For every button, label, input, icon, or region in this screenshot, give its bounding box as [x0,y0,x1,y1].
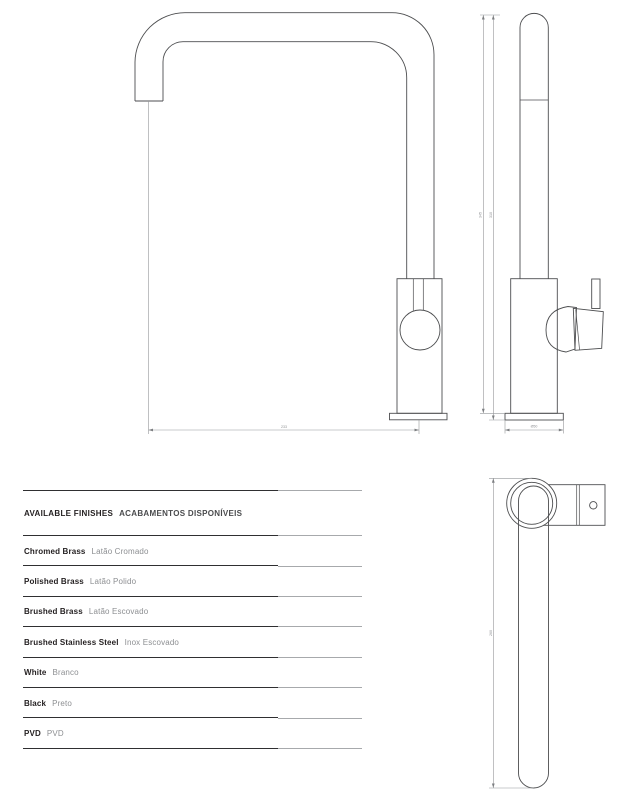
finish-name-en: Brushed Stainless Steel [24,637,119,647]
rule-segment [23,687,278,688]
cartridge-lines [413,279,423,311]
handle-joint-circle [400,310,440,350]
top-view-drawing [489,478,605,788]
rule-segment [23,596,278,597]
rule-segment [278,490,362,491]
side-height-outer-label: 345 [478,212,483,218]
finish-row-chromed-brass [23,537,362,565]
spout-top-view [519,486,549,788]
finish-name-pt: Preto [52,698,72,708]
finish-name-pt: Latão Escovado [88,607,149,617]
faucet-body-front [397,279,442,414]
finish-row-brushed-stainless-steel [23,628,362,656]
finish-name-pt: Latão Cromado [91,546,149,556]
rule-segment [278,748,362,749]
top-length-dimension [489,478,534,788]
rule-segment [23,748,278,749]
rule-segment [278,626,362,627]
finish-name-pt: Inox Escovado [124,637,180,647]
body-inner-circle-top [511,482,553,524]
handle-joint-side [546,307,577,353]
finish-name-en: Polished Brass [24,577,84,587]
rule-segment [278,687,362,688]
handle-stick-side [592,279,600,309]
rule-segment [278,566,362,567]
rule-segment [278,657,362,658]
finish-row-white [23,659,362,687]
rule-segment [23,565,278,566]
finish-row-brushed-brass [23,598,362,626]
finish-name-en: Brushed Brass [24,607,83,617]
finish-row-polished-brass [23,567,362,595]
lever-cone-line [576,309,580,349]
front-reach-label: 233 [281,425,287,429]
side-height-inner-label: 310 [488,212,493,218]
faucet-body-side [511,279,558,414]
handle-pin-hole [590,502,597,509]
rule-segment [278,596,362,597]
rule-segment [278,718,362,719]
finish-name-pt: Latão Polido [89,577,137,587]
side-base-dimension [505,420,563,434]
base-plate-front [390,413,448,420]
rule-segment [23,626,278,627]
table-title-pt: ACABAMENTOS DISPONÍVEIS [119,509,243,518]
table-rule [23,748,362,750]
top-length-label: 260 [488,630,493,636]
side-view-drawing [479,13,604,433]
finish-name-pt: PVD [46,729,64,739]
spout-tube-side [520,13,548,278]
base-plate-side [505,413,563,420]
rule-segment [23,535,278,536]
front-reach-dimension [149,101,420,434]
finish-row-pvd [23,719,362,747]
side-height-dimensions [479,15,506,420]
finish-name-en: Black [24,698,47,708]
rule-segment [23,490,278,491]
finish-name-en: Chromed Brass [24,546,86,556]
front-view-drawing [135,13,447,434]
finishes-table-header [23,492,362,535]
finishes-table [23,490,362,750]
finish-name-en: White [24,668,47,678]
finish-name-pt: Branco [52,668,79,678]
side-base-label: Ø50 [530,424,538,429]
spout-outer-contour [135,13,434,279]
rule-segment [23,657,278,658]
finish-name-en: PVD [24,729,41,739]
finish-row-black [23,689,362,717]
rule-segment [278,535,362,536]
rule-segment [23,717,278,718]
table-title-en: AVAILABLE FINISHES [24,509,114,518]
spout-inner-contour [163,42,407,279]
